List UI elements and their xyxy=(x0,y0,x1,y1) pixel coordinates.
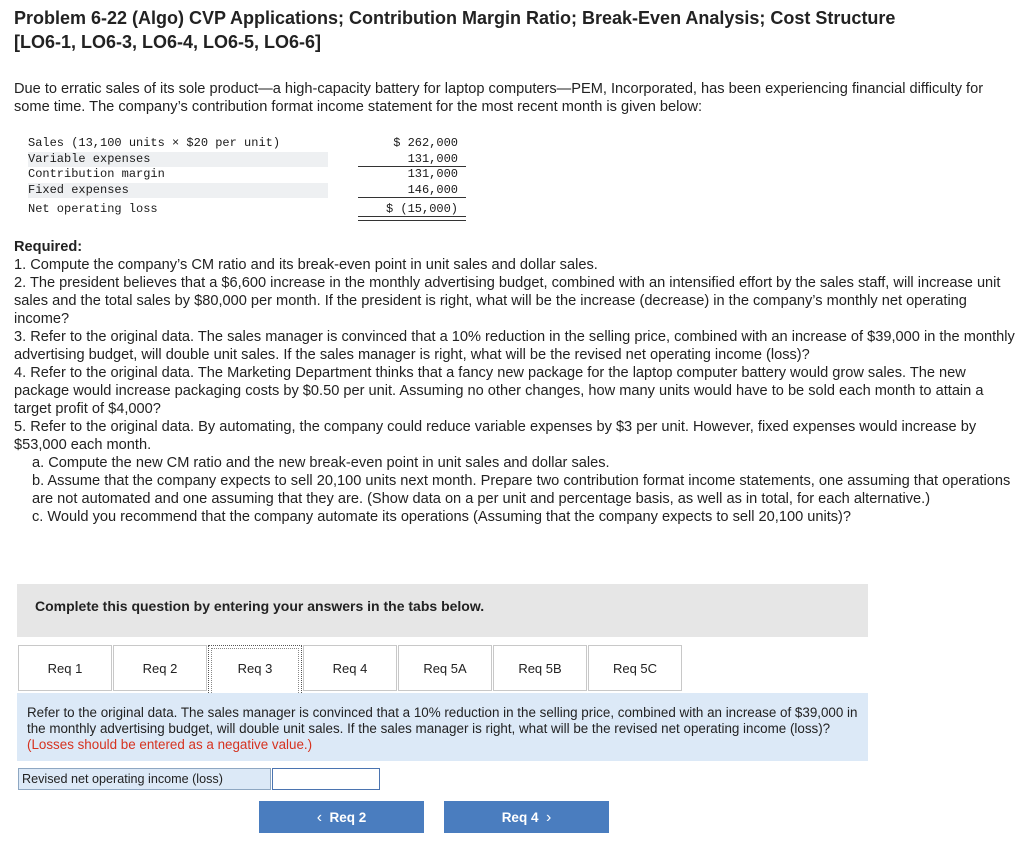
statement-amount: $ (15,000) xyxy=(385,202,458,216)
revised-net-operating-income-input[interactable] xyxy=(272,768,380,790)
statement-label: Net operating loss xyxy=(28,202,158,216)
required-item-5c: c. Would you recommend that the company automate its operations (Assuming that the company expects to sell 20,100 units)? xyxy=(32,509,852,525)
tab-req-2[interactable]: Req 2 xyxy=(113,645,207,691)
required-item-1: 1. Compute the company’s CM ratio and its break-even point in unit sales and dollar sales. xyxy=(14,257,598,273)
required-item-5: 5. Refer to the original data. By automating, the company could reduce variable expenses by $3 per unit. However, fixed expenses would increase by $53,000 each month. xyxy=(14,419,977,453)
statement-label: Sales (13,100 units × $20 per unit) xyxy=(28,136,281,150)
instruction-text: Complete this question by entering your answers in the tabs below. xyxy=(35,598,485,614)
statement-label: Variable expenses xyxy=(28,151,151,166)
problem-title-line1: Problem 6-22 (Algo) CVP Applications; Contribution Margin Ratio; Break-Even Analysis; Cost Structure xyxy=(14,8,896,28)
next-req-4-button[interactable] xyxy=(444,801,609,833)
statement-amount: $ 262,000 xyxy=(393,136,458,150)
tab-req-5a[interactable]: Req 5A xyxy=(398,645,492,691)
tab-req-3[interactable]: Req 3 xyxy=(208,645,302,693)
statement-row-fixed-expenses xyxy=(28,182,458,199)
answer-label: Revised net operating income (loss) xyxy=(18,768,271,790)
tab-req-5b[interactable]: Req 5B xyxy=(493,645,587,691)
required-item-5b: b. Assume that the company expects to sell 20,100 units next month. Prepare two contribution format income statements, one assuming that operations are not automated and one assuming that they are. (Show data on a per unit and percentage basis, as well as in total, for each alternative.) xyxy=(32,473,1011,507)
double-underline xyxy=(358,216,466,221)
required-item-3: 3. Refer to the original data. The sales manager is convinced that a 10% reduction in the selling price, combined with an increase of $39,000 in the monthly advertising budget, will double unit sales. If the sales manager is right, what will be the revised net operating income (loss)? xyxy=(14,329,1015,363)
required-item-5a: a. Compute the new CM ratio and the new break-even point in unit sales and dollar sales. xyxy=(32,455,610,471)
statement-amount: 131,000 xyxy=(407,151,458,166)
tab-req-1[interactable]: Req 1 xyxy=(18,645,112,691)
required-section xyxy=(14,238,1019,526)
statement-row-variable-expenses xyxy=(28,151,458,168)
question-panel xyxy=(17,693,868,761)
question-note: (Losses should be entered as a negative value.) xyxy=(27,737,313,752)
statement-row-contribution-margin xyxy=(28,167,458,183)
required-heading: Required: xyxy=(14,239,83,255)
statement-amount: 131,000 xyxy=(407,167,458,181)
tab-req-5c[interactable]: Req 5C xyxy=(588,645,682,691)
required-item-2: 2. The president believes that a $6,600 increase in the monthly advertising budget, combined with an intensified effort by the sales staff, will increase unit sales and the total sales by $80,000 per month. If the president is right, what will be the increase (decrease) in the company’s monthly net operating income? xyxy=(14,275,1001,327)
required-item-4: 4. Refer to the original data. The Marketing Department thinks that a fancy new package for the laptop computer battery would grow sales. The new package would increase packaging costs by $0.50 per unit. Assuming no other changes, how many units would have to be sold each month to attain a target profit of $4,000? xyxy=(14,365,984,417)
tab-req-4[interactable]: Req 4 xyxy=(303,645,397,691)
chevron-left-icon: ‹ xyxy=(316,809,323,826)
problem-title xyxy=(14,6,1014,54)
statement-amount: 146,000 xyxy=(407,182,458,197)
problem-intro: Due to erratic sales of its sole product—a high-capacity battery for laptop computers—PEM, Incorporated, has been experiencing financial difficulty for some time. The company’s contribution format income statement for the most recent month is given below: xyxy=(14,81,984,115)
statement-label: Contribution margin xyxy=(28,167,165,181)
chevron-right-icon: › xyxy=(545,809,552,826)
instruction-banner xyxy=(17,584,868,637)
statement-row-sales xyxy=(28,136,458,152)
question-text: Refer to the original data. The sales manager is convinced that a 10% reduction in the selling price, combined with an increase of $39,000 in the monthly advertising budget, will double unit sales. If the sales manager is right, what will be the revised net operating income (loss)? xyxy=(27,705,858,736)
problem-title-line2: [LO6-1, LO6-3, LO6-4, LO6-5, LO6-6] xyxy=(14,32,322,52)
prev-button-label: Req 2 xyxy=(329,810,367,825)
income-statement xyxy=(28,136,458,218)
statement-row-net-operating-loss xyxy=(28,202,458,218)
statement-label: Fixed expenses xyxy=(28,182,129,197)
underline xyxy=(358,197,466,198)
next-button-label: Req 4 xyxy=(501,810,539,825)
prev-req-2-button[interactable] xyxy=(259,801,424,833)
